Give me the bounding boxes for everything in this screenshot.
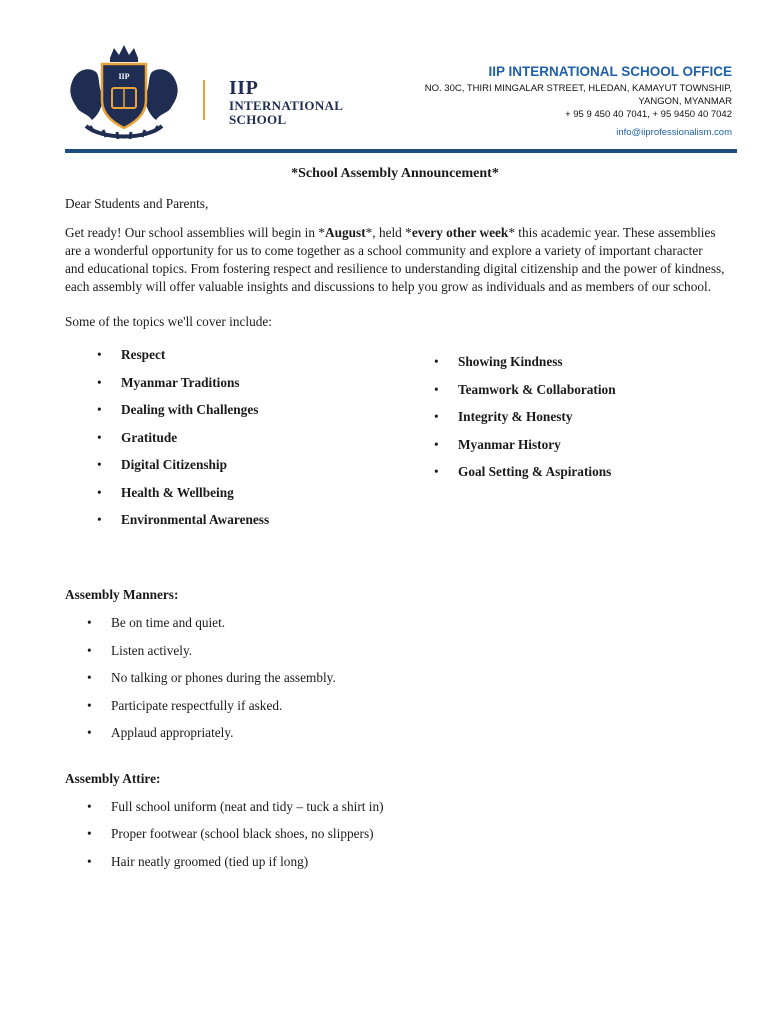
assembly-frequency: every other week: [411, 225, 509, 240]
list-item: • Environmental Awareness: [65, 511, 269, 539]
phone-numbers: + 95 9 450 40 7041, + 95 9450 40 7042: [565, 109, 732, 120]
intro-part-2: *, held *: [365, 225, 412, 240]
attire-list: [65, 798, 725, 881]
office-contact-block: [425, 64, 732, 138]
list-item: • No talking or phones during the assembly.: [65, 669, 725, 697]
list-item: • Dealing with Challenges: [65, 401, 269, 429]
manners-heading: Assembly Manners:: [65, 587, 179, 602]
attire-heading: Assembly Attire:: [65, 770, 161, 786]
wordmark-line-2: INTERNATIONAL: [229, 98, 344, 113]
crest-monogram: IIP: [118, 72, 130, 81]
list-item: • Goal Setting & Aspirations: [402, 463, 616, 491]
list-item: • Applaud appropriately.: [65, 724, 725, 752]
office-title: IIP INTERNATIONAL SCHOOL OFFICE: [488, 64, 732, 79]
header-divider: [203, 80, 205, 120]
list-item: • Hair neatly groomed (tied up if long): [65, 853, 725, 881]
letterhead: [0, 0, 768, 160]
email-link[interactable]: info@iiprofessionalism.com: [616, 127, 732, 138]
wordmark-line-3: SCHOOL: [229, 112, 287, 127]
list-item: • Myanmar Traditions: [65, 374, 269, 402]
address-line-2: YANGON, MYANMAR: [638, 96, 732, 107]
topics-lead: Some of the topics we'll cover include:: [65, 314, 272, 329]
list-item: • Full school uniform (neat and tidy – tuck a shirt in): [65, 798, 725, 826]
list-item: • Respect: [65, 346, 269, 374]
list-item: • Teamwork & Collaboration: [402, 381, 616, 409]
intro-paragraph: [65, 224, 725, 296]
list-item: • Gratitude: [65, 429, 269, 457]
intro-part-3: * this academic year. These assemblies are a wonderful opportunity for us to come together as a school community and explore a variety of important character and educational topics. From fostering respect and resilience to understanding digital citizenship and the power of kindness, each assembly will offer valuable insights and discussions to help you grow as individuals and as members of our school.: [65, 225, 725, 294]
list-item: • Myanmar History: [402, 436, 616, 464]
list-item: • Showing Kindness: [402, 353, 616, 381]
document-title: *School Assembly Announcement*: [291, 166, 499, 181]
list-item: • Participate respectfully if asked.: [65, 697, 725, 725]
topics-list-left: [65, 346, 269, 539]
list-item: • Be on time and quiet.: [65, 614, 725, 642]
school-crest-logo: [66, 42, 182, 146]
greeting: Dear Students and Parents,: [65, 196, 209, 211]
wordmark-line-1: IIP: [229, 77, 259, 99]
topics-list-right: [402, 353, 616, 491]
document-body: [65, 162, 725, 880]
start-month: August: [324, 225, 366, 240]
address-line-1: NO. 30C, THIRI MINGALAR STREET, HLEDAN, KAMAYUT TOWNSHIP,: [424, 83, 732, 94]
list-item: • Digital Citizenship: [65, 456, 269, 484]
school-wordmark: [229, 78, 343, 126]
list-item: • Proper footwear (school black shoes, no slippers): [65, 825, 725, 853]
list-item: • Health & Wellbeing: [65, 484, 269, 512]
list-item: • Integrity & Honesty: [402, 408, 616, 436]
list-item: • Listen actively.: [65, 642, 725, 670]
topics-columns: [65, 342, 725, 542]
header-rule: [65, 149, 737, 153]
intro-part-1: Get ready! Our school assemblies will begin in *: [65, 225, 325, 240]
manners-list: [65, 614, 725, 752]
